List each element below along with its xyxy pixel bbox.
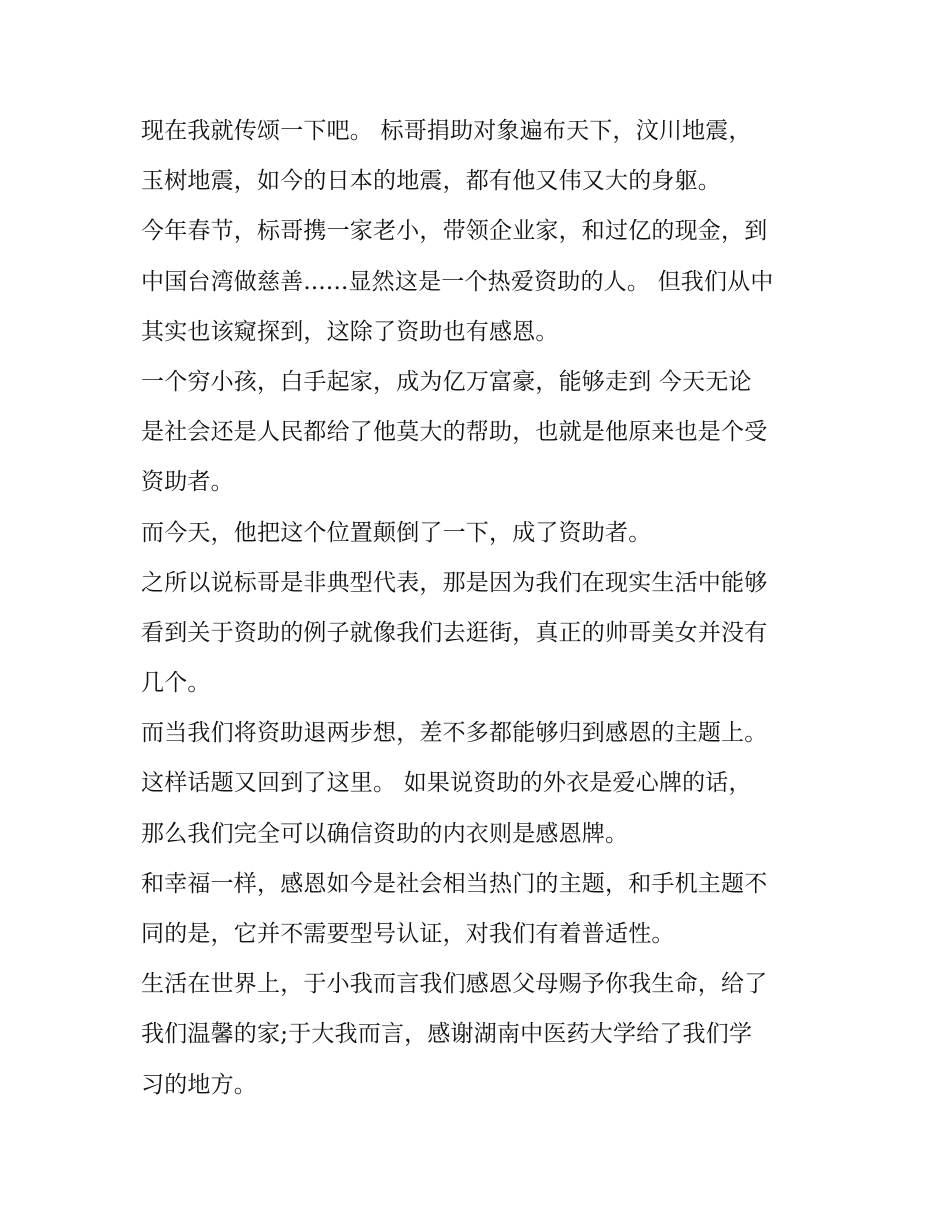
text-line: 我们温馨的家;于大我而言，感谢湖南中医药大学给了我们学 [141,1021,753,1048]
text-line: 那么我们完全可以确信资助的内衣则是感恩牌。 [141,820,629,847]
text-line: 一个穷小孩，白手起家，成为亿万富豪，能够走到 今天无论 [141,368,752,395]
text-line: 中国台湾做慈善......显然这是一个热爱资助的人。 但我们从中 [141,268,774,295]
text-line: 而当我们将资助退两步想，差不多都能够归到感恩的主题上。 [141,720,768,747]
text-line: 其实也该窥探到，这除了资助也有感恩。 [141,318,559,345]
text-line: 而今天，他把这个位置颠倒了一下，成了资助者。 [141,519,652,546]
text-line: 几个。 [141,670,211,697]
text-line: 习的地方。 [141,1071,257,1098]
text-line: 之所以说标哥是非典型代表，那是因为我们在现实生活中能够 [141,569,768,596]
text-line: 这样话题又回到了这里。 如果说资助的外衣是爱心牌的话， [141,770,752,797]
text-line: 现在我就传颂一下吧。 标哥捐助对象遍布天下，汶川地震， [141,118,752,144]
text-line: 是社会还是人民都给了他莫大的帮助，也就是他原来也是个受 [141,419,768,446]
text-line: 和幸福一样，感恩如今是社会相当热门的主题，和手机主题不 [141,870,768,897]
body-text [141,106,831,1110]
text-line: 同的是，它并不需要型号认证，对我们有着普适性。 [141,921,675,947]
text-line: 看到关于资助的例子就像我们去逛街，真正的帅哥美女并没有 [141,619,768,646]
text-line: 资助者。 [141,469,234,496]
text-line: 生活在世界上，于小我而言我们感恩父母赐予你我生命，给了 [141,971,768,998]
text-line: 玉树地震，如今的日本的地震，都有他又伟又大的身躯。 [141,168,721,195]
text-line: 今年春节，标哥携一家老小，带领企业家，和过亿的现金，到 [141,218,768,245]
